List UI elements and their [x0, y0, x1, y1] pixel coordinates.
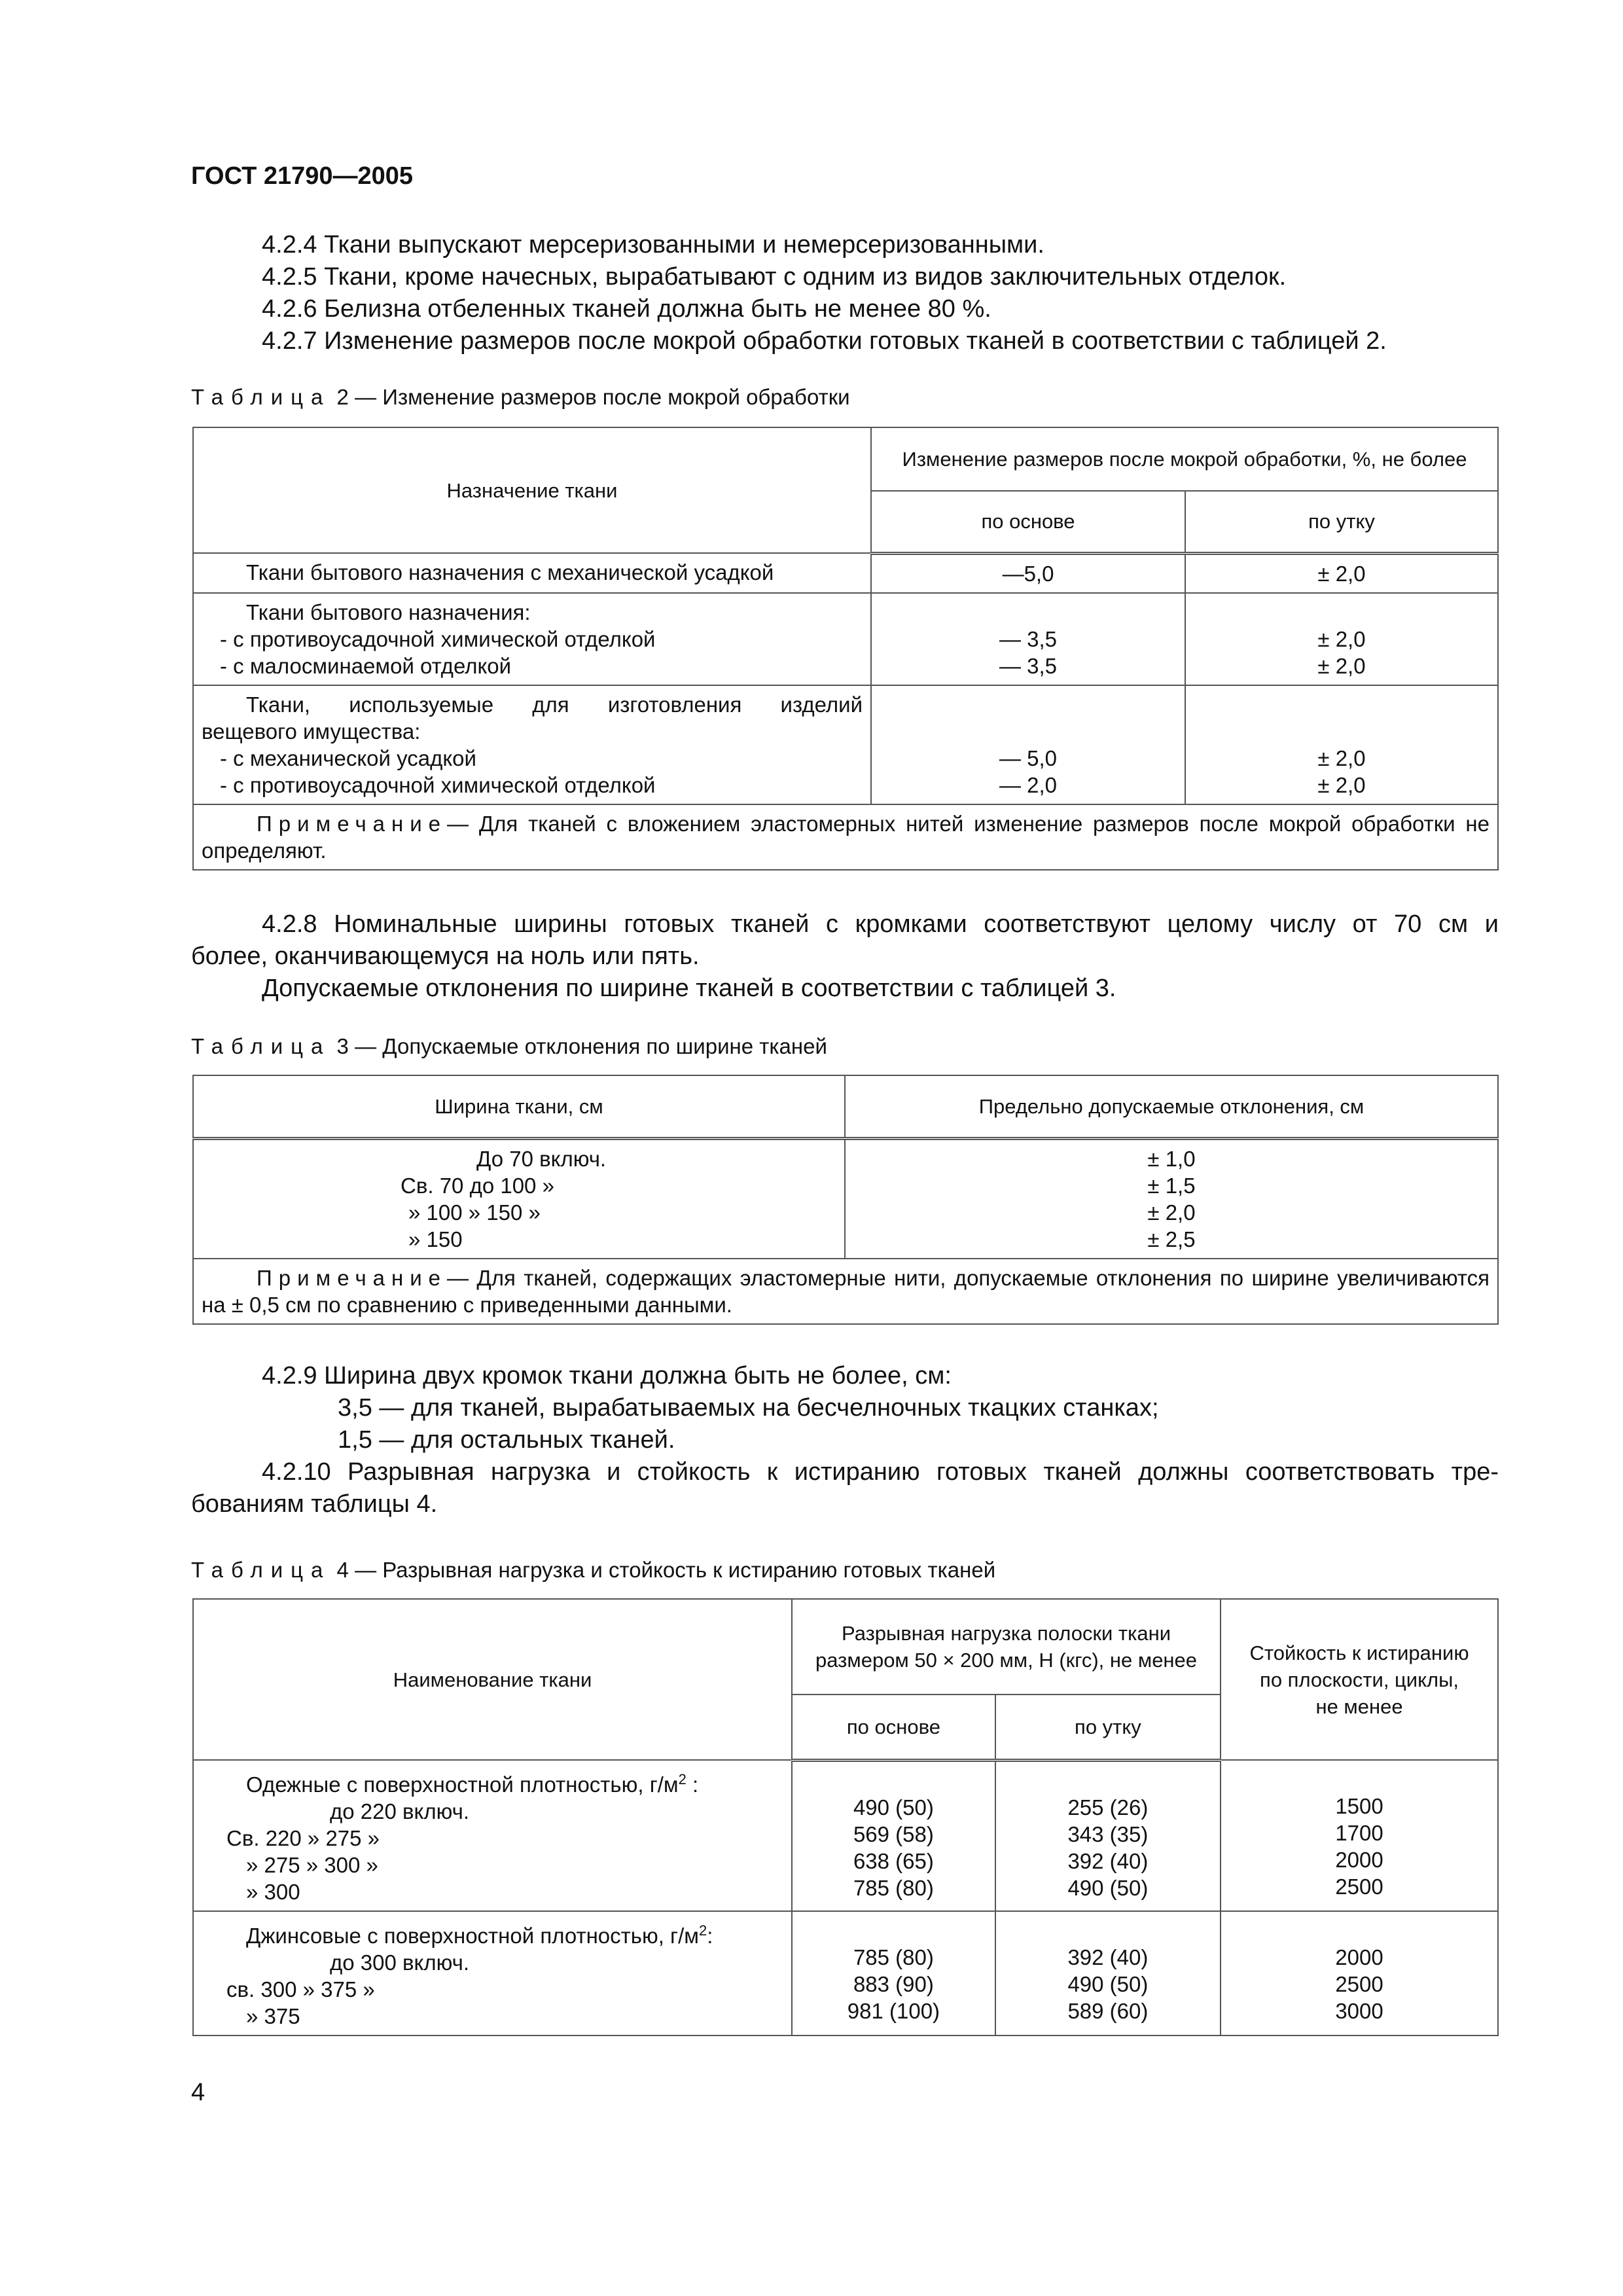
caption-text: 3 — Допускаемые отклонения по ширине тканей [330, 1034, 827, 1058]
header-purpose: Назначение ткани [193, 427, 871, 553]
caption-text: 4 — Разрывная нагрузка и стойкость к истиранию готовых тканей [330, 1558, 996, 1582]
paragraph-deviations: Допускаемые отклонения по ширине тканей в соответствии с таблицей 3. [262, 975, 1116, 1002]
table-2 [192, 427, 1499, 870]
paragraph-4-2-5: 4.2.5 Ткани, кроме начесных, вырабатывают с одним из видов заключительных отделок. [262, 263, 1287, 291]
table-row: Одежные с поверхностной плотностью, $г/м^2$ : до 220 включ. Св. 220 » 275 » » 275 » 300 » » 300 490 (50) 569 (58) 638 (65) 785 (80) 255 (26) 343 (35) 392 (40) 490 (50) 1500 1700 2000 2500 [193, 1760, 1498, 1911]
table-row: Ткани бытового назначения: - с противоусадочной химической отделкой - с малосминаемой отделкой — 3,5 — 3,5 ± 2,0 ± 2,0 [193, 593, 1498, 685]
header-name: Наименование ткани [193, 1599, 792, 1760]
paragraph-4-2-6: 4.2.6 Белизна отбеленных тканей должна быть не менее 80 %. [262, 295, 991, 323]
caption-label: Таблица [191, 1034, 331, 1058]
header-weft: по утку [995, 1695, 1221, 1760]
table-note-row [193, 1259, 1498, 1324]
header-warp: по основе [871, 491, 1185, 553]
intro-text [191, 229, 1499, 357]
header-abrasion: Стойкость к истиранию по плоскости, циклы, не менее [1221, 1599, 1498, 1760]
paragraph-4-2-10-cont: бованиям таблицы 4. [191, 1490, 438, 1518]
caption-label: Таблица [191, 385, 331, 409]
document-header: ГОСТ 21790—2005 [191, 162, 414, 190]
table-3-note: Примечание— Для тканей, содержащих эластомерные нити, допускаемые отклонения по ширине увеличиваются на ± 0,5 см по сравнению с приведенными данными. [193, 1259, 1498, 1324]
table-row: Ткани, используемые для изготовления изделий вещевого имущества: - с механической усадкой - с противоусадочной химической отделкой — 5,0 — 2,0 ± 2,0 ± 2,0 [193, 685, 1498, 804]
paragraph-4-2-4: 4.2.4 Ткани выпускают мерсеризованными и немерсеризованными. [262, 231, 1044, 259]
paragraph-4-2-9: 4.2.9 Ширина двух кромок ткани должна быть не более, см: [262, 1362, 952, 1390]
table-row: До 70 включ. Св. 70 до 100 » » 100 » 150 » » 150 ± 1,0 ± 1,5 ± 2,0 ± 2,5 [193, 1138, 1498, 1259]
lower-text [191, 1360, 1499, 1520]
middle-text [191, 908, 1499, 1005]
table-row: Джинсовые с поверхностной плотностью, $г/м^2$: до 300 включ. св. 300 » 375 » » 375 785 (80) 883 (90) 981 (100) 392 (40) 490 (50) 589 (60) 2000 2500 3000 [193, 1911, 1498, 2036]
header-width: Ширина ткани, см [193, 1075, 845, 1138]
page-number: 4 [191, 2079, 205, 2106]
header-change: Изменение размеров после мокрой обработки, %, не более [871, 427, 1498, 491]
group-title: Джинсовые с поверхностной плотностью, $г/м^2$: [246, 1922, 713, 1948]
paragraph-4-2-7: 4.2.7 Изменение размеров после мокрой обработки готовых тканей в соответствии с таблицей 2. [262, 327, 1387, 355]
header-deviation: Предельно допускаемые отклонения, см [845, 1075, 1498, 1138]
table-3-caption [191, 1034, 827, 1059]
paragraph-4-2-9-item-1: 3,5 — для тканей, вырабатываемых на бесчелночных ткацких станках; [338, 1394, 1159, 1422]
table-4-caption [191, 1558, 995, 1583]
paragraph-4-2-8: 4.2.8 Номинальные ширины готовых тканей с кромками соответствуют целому числу от 70 см и [262, 910, 1499, 938]
table-row: Ткани бытового назначения с механической усадкой —5,0 ± 2,0 [193, 553, 1498, 593]
header-weft: по утку [1185, 491, 1498, 553]
table-note-row [193, 804, 1498, 870]
caption-label: Таблица [191, 1558, 331, 1582]
table-2-caption [191, 385, 850, 410]
caption-text: 2 — Изменение размеров после мокрой обработки [330, 385, 850, 409]
paragraph-4-2-8-cont: более, оканчивающемуся на ноль или пять. [191, 942, 700, 970]
table-3 [192, 1075, 1499, 1325]
table-4 [192, 1598, 1499, 2036]
header-load: Разрывная нагрузка полоски ткани размером 50 × 200 мм, Н (кгс), не менее [792, 1599, 1221, 1695]
paragraph-4-2-9-item-2: 1,5 — для остальных тканей. [338, 1426, 675, 1454]
header-warp: по основе [792, 1695, 995, 1760]
group-title: Одежные с поверхностной плотностью, $г/м^2$ : [246, 1771, 699, 1797]
paragraph-4-2-10: 4.2.10 Разрывная нагрузка и стойкость к истиранию готовых тканей должны соответствовать тре- [262, 1458, 1499, 1486]
table-2-note: Примечание— Для тканей с вложением эластомерных нитей изменение размеров после мокрой обработки не определяют. [193, 804, 1498, 870]
